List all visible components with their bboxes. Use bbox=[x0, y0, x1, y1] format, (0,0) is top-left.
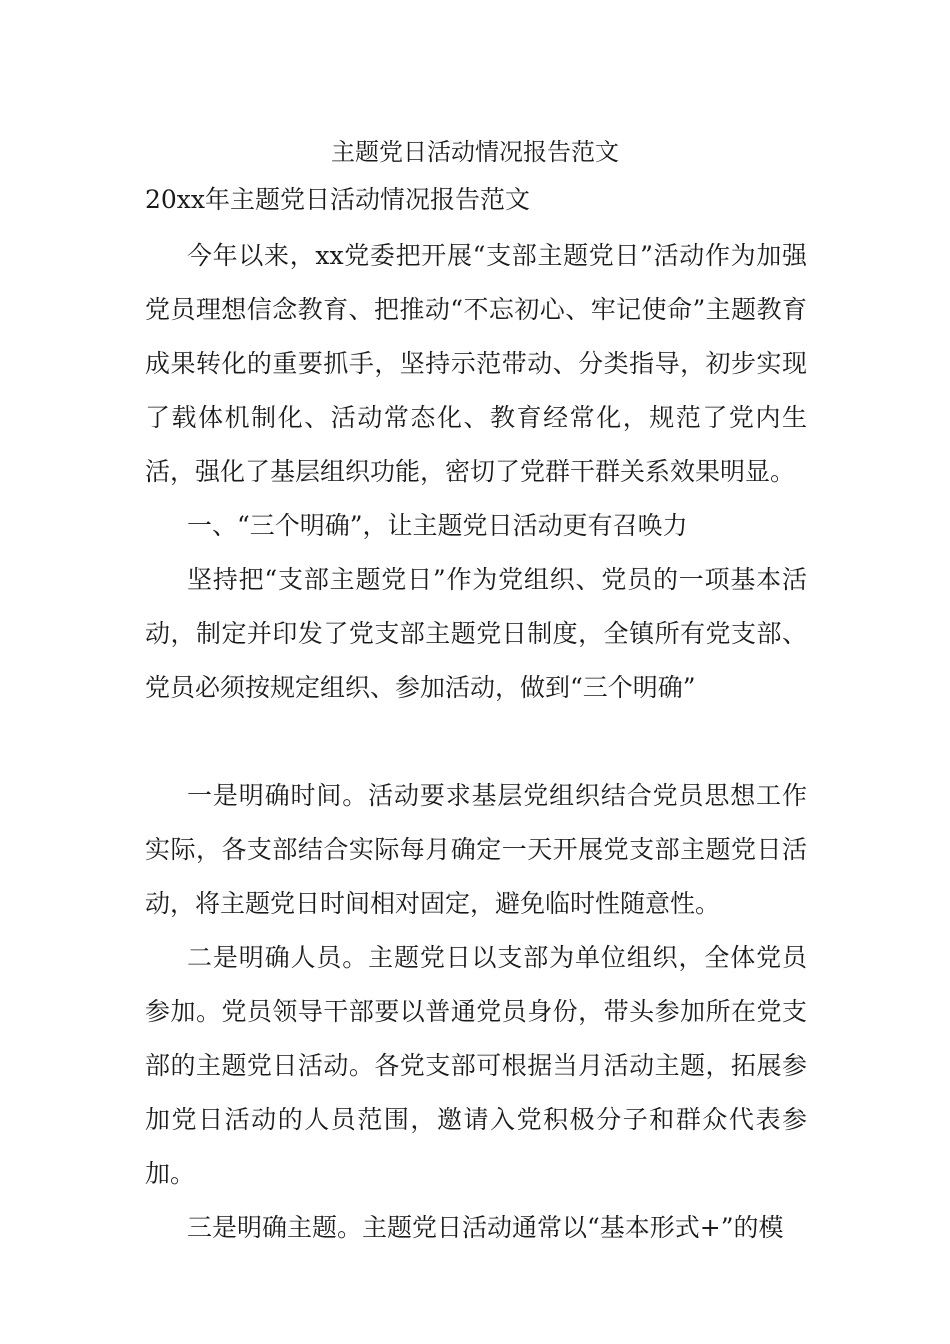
document-body bbox=[145, 229, 807, 1255]
paragraph-clear-time: 一是明确时间。活动要求基层党组织结合党员思想工作实际，各支部结合实际每月确定一天开展党支部主题党日活动，将主题党日时间相对固定，避免临时性随意性。 bbox=[145, 781, 807, 918]
paragraph-spacer bbox=[145, 715, 807, 769]
document-subtitle: 20xx年主题党日活动情况报告范文 bbox=[145, 185, 531, 214]
paragraph-clear-theme: 三是明确主题。主题党日活动通常以“基本形式+”的模 bbox=[187, 1213, 784, 1242]
section-heading-1: 一、“三个明确”，让主题党日活动更有召唤力 bbox=[187, 511, 688, 540]
paragraph-section-1: 坚持把“支部主题党日”作为党组织、党员的一项基本活动，制定并印发了党支部主题党日制度，全镇所有党支部、党员必须按规定组织、参加活动，做到“三个明确” bbox=[145, 565, 807, 702]
paragraph-intro: 今年以来，xx党委把开展“支部主题党日”活动作为加强党员理想信念教育、把推动“不忘初心、牢记使命”主题教育成果转化的重要抓手，坚持示范带动、分类指导，初步实现了载体机制化、活动常态化、教育经常化，规范了党内生活，强化了基层组织功能，密切了党群干群关系效果明显。 bbox=[145, 241, 807, 486]
document-title: 主题党日活动情况报告范文 bbox=[331, 138, 619, 166]
paragraph-clear-personnel: 二是明确人员。主题党日以支部为单位组织，全体党员参加。党员领导干部要以普通党员身份，带头参加所在党支部的主题党日活动。各党支部可根据当月活动主题，拓展参加党日活动的人员范围，邀请入党积极分子和群众代表参加。 bbox=[145, 943, 807, 1188]
